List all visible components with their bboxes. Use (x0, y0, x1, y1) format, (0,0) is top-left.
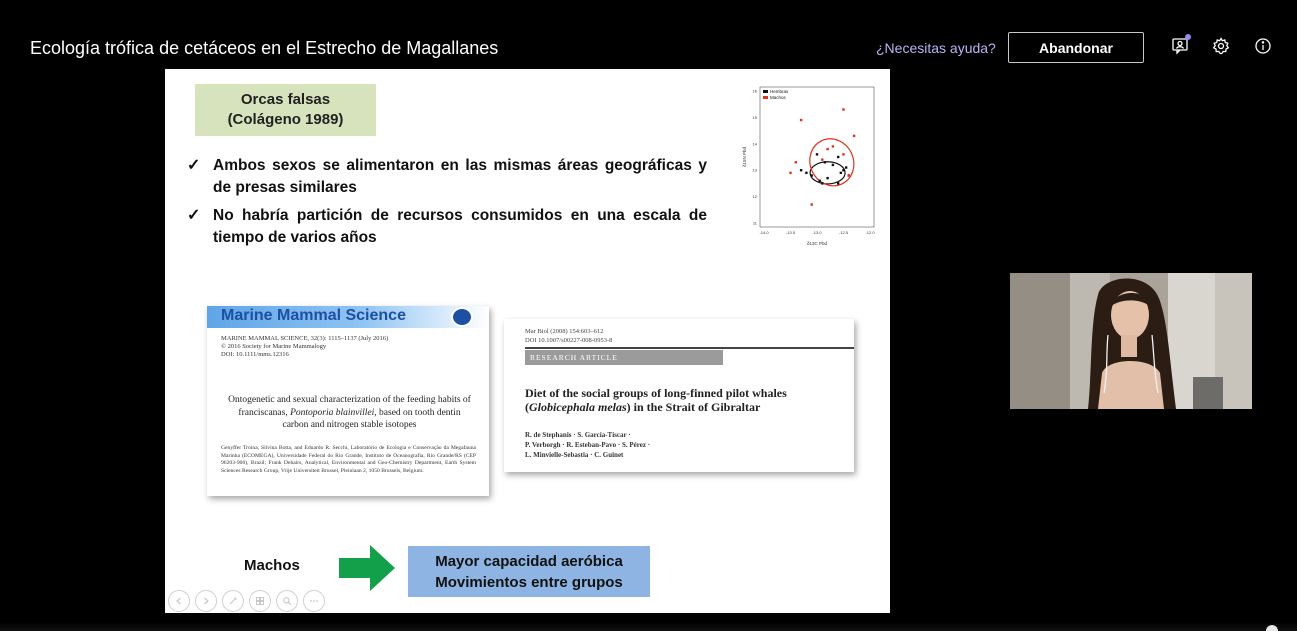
data-point-machos (795, 161, 797, 163)
paper-author-line: L. Minvielle-Sebastia · C. Guinet (525, 451, 624, 459)
paper-meta (525, 327, 612, 345)
paper-meta (221, 335, 388, 359)
pen-tool-button[interactable] (222, 590, 244, 612)
data-point-hembras (818, 180, 820, 182)
data-point-hembras (816, 153, 818, 155)
isotope-scatter-plot (740, 81, 880, 249)
data-point-machos (848, 174, 850, 176)
data-point-machos (832, 145, 834, 147)
leave-button[interactable]: Abandonar (1008, 32, 1144, 63)
result-box (408, 546, 650, 597)
data-point-machos (842, 153, 844, 155)
data-point-hembras (842, 169, 844, 171)
participant-video (1010, 273, 1252, 409)
data-point-machos (789, 172, 791, 174)
data-point-hembras (800, 169, 802, 171)
paper-author-line: P. Verborgh · R. Esteban-Pavo · S. Pérez · (525, 441, 651, 449)
notification-dot (1185, 34, 1191, 40)
journal-banner (207, 306, 489, 328)
bullet-text: No habría partición de recursos consumidos en una escala de tiempo de varios años (213, 207, 707, 246)
result-line: Movimientos entre grupos (435, 573, 623, 591)
journal-name: Marine Mammal Science (221, 307, 406, 324)
data-point-hembras (824, 161, 826, 163)
data-point-hembras (845, 166, 847, 168)
paper-title-species: Globicephala melas (529, 400, 627, 414)
legend-label-machos: Machos (770, 95, 786, 100)
x-axis-label: δ13C Pbd (806, 241, 828, 246)
paper-marine-mammal-science (207, 306, 489, 496)
bullet-list (187, 155, 707, 255)
data-point-hembras (840, 172, 842, 174)
x-tick-label: -12.0 (865, 230, 875, 235)
paper-marine-biology (504, 319, 854, 472)
journal-logo-icon (451, 307, 473, 327)
data-point-hembras (805, 172, 807, 174)
zoom-button[interactable] (276, 590, 298, 612)
bullet-item (187, 155, 707, 199)
paper-meta-line: DOI 10.1007/s00227-008-0953-8 (525, 337, 613, 344)
paper-meta-line: Mar Biol (2008) 154:603–612 (525, 328, 604, 335)
slide-title-box (195, 84, 376, 136)
paper-meta-line: DOI: 10.1111/mms.12316 (221, 351, 289, 358)
paper-title-text: Diet of the social groups of long-finned pilot whales ( (525, 386, 787, 414)
previous-slide-button[interactable] (168, 590, 190, 612)
legend-marker-machos (763, 96, 768, 99)
data-point-machos (842, 108, 844, 110)
y-tick-label: 16 (752, 88, 757, 94)
legend-marker-hembras (763, 90, 768, 93)
data-point-hembras (811, 174, 813, 176)
more-options-button[interactable] (303, 590, 325, 612)
machos-label: Machos (244, 557, 300, 574)
slide-title-line: (Colágeno 1989) (227, 111, 344, 128)
x-tick-label: -14.0 (759, 230, 769, 235)
help-link[interactable]: ¿Necesitas ayuda? (876, 40, 996, 56)
data-point-machos (821, 158, 823, 160)
paper-title-text: , based on tooth dentin carbon and nitrogen stable isotopes (282, 407, 461, 430)
legend-label-hembras: Hembras (770, 89, 789, 94)
slide-toolbar (168, 590, 325, 612)
data-point-machos (853, 135, 855, 137)
paper-meta-line: MARINE MAMMAL SCIENCE, 32(3): 1115–1137 (July 2016) (221, 335, 389, 342)
y-axis-label: δ15N Pbd (742, 146, 747, 168)
participants-icon[interactable] (1170, 36, 1190, 56)
y-tick-label: 12 (752, 194, 757, 200)
x-tick-label: -12.5 (838, 230, 849, 235)
bullet-text: Ambos sexos se alimentaron en las mismas áreas geográficas y de presas similares (213, 157, 707, 196)
x-tick-label: -13.0 (812, 230, 822, 235)
paper-meta-line: © 2016 Society for Marine Mammalogy (221, 343, 327, 350)
checkmark-icon: ✓ (187, 207, 201, 224)
shared-slide (165, 69, 890, 613)
data-point-machos (811, 203, 813, 205)
meeting-header (0, 0, 1297, 70)
data-point-hembras (837, 156, 839, 158)
scroll-indicator[interactable] (1266, 625, 1278, 631)
plot-frame (760, 87, 874, 227)
paper-title (525, 386, 840, 414)
participant-video-frame (1010, 273, 1252, 409)
slide-sorter-button[interactable] (249, 590, 271, 612)
data-point-machos (826, 148, 828, 150)
x-tick-label: -13.5 (785, 230, 796, 235)
article-type-badge: RESEARCH ARTICLE (525, 350, 723, 365)
y-tick-label: 11 (752, 220, 757, 226)
y-tick-label: 14 (752, 141, 757, 147)
info-icon[interactable] (1253, 36, 1273, 56)
arrow-right-icon (337, 543, 397, 593)
y-tick-label: 13 (752, 167, 757, 173)
data-point-hembras (832, 164, 834, 166)
next-slide-button[interactable] (195, 590, 217, 612)
bottom-strip (0, 622, 1297, 631)
paper-title-text: Ontogenetic and sexual characterization of the feeding habits of franciscanas, (228, 395, 471, 418)
paper-authors (525, 430, 650, 460)
meeting-title: Ecología trófica de cetáceos en el Estrecho de Magallanes (30, 38, 499, 58)
paper-title-text: ) in the Strait of Gibraltar (626, 400, 761, 414)
data-point-hembras (826, 177, 828, 179)
divider (525, 347, 854, 349)
result-line: Mayor capacidad aeróbica (435, 552, 623, 570)
data-point-machos (800, 119, 802, 121)
y-tick-label: 15 (752, 114, 757, 120)
data-point-hembras (821, 182, 823, 184)
slide-title-line: Orcas falsas (240, 91, 331, 108)
paper-title (227, 394, 472, 432)
data-point-hembras (837, 182, 839, 184)
bullet-item (187, 205, 707, 249)
settings-icon[interactable] (1211, 36, 1231, 56)
paper-authors: Genyffer Troina, Silvina Botta, and Eduardo R. Secchi, Laboratório de Ecologia e Conservação da Megafauna Marinha (ECOMEGA), Universidade Federal do Rio Grande, Instituto de Oceanografia, Rio Grande/RS (CEP 96203-900), Brazil; Frank Dehairs, Analytical, Environmental and Geo-Chemistry Department, Earth System Sciences Research Group, Vrije Universiteit Brussel, Pleinlaan 2, 1050 Brussels, Belgium. (221, 445, 476, 474)
checkmark-icon: ✓ (187, 157, 201, 174)
paper-author-line: R. de Stephanis · S. García-Tíscar · (525, 431, 631, 439)
paper-title-species: Pontoporia blainvillei (290, 407, 375, 418)
